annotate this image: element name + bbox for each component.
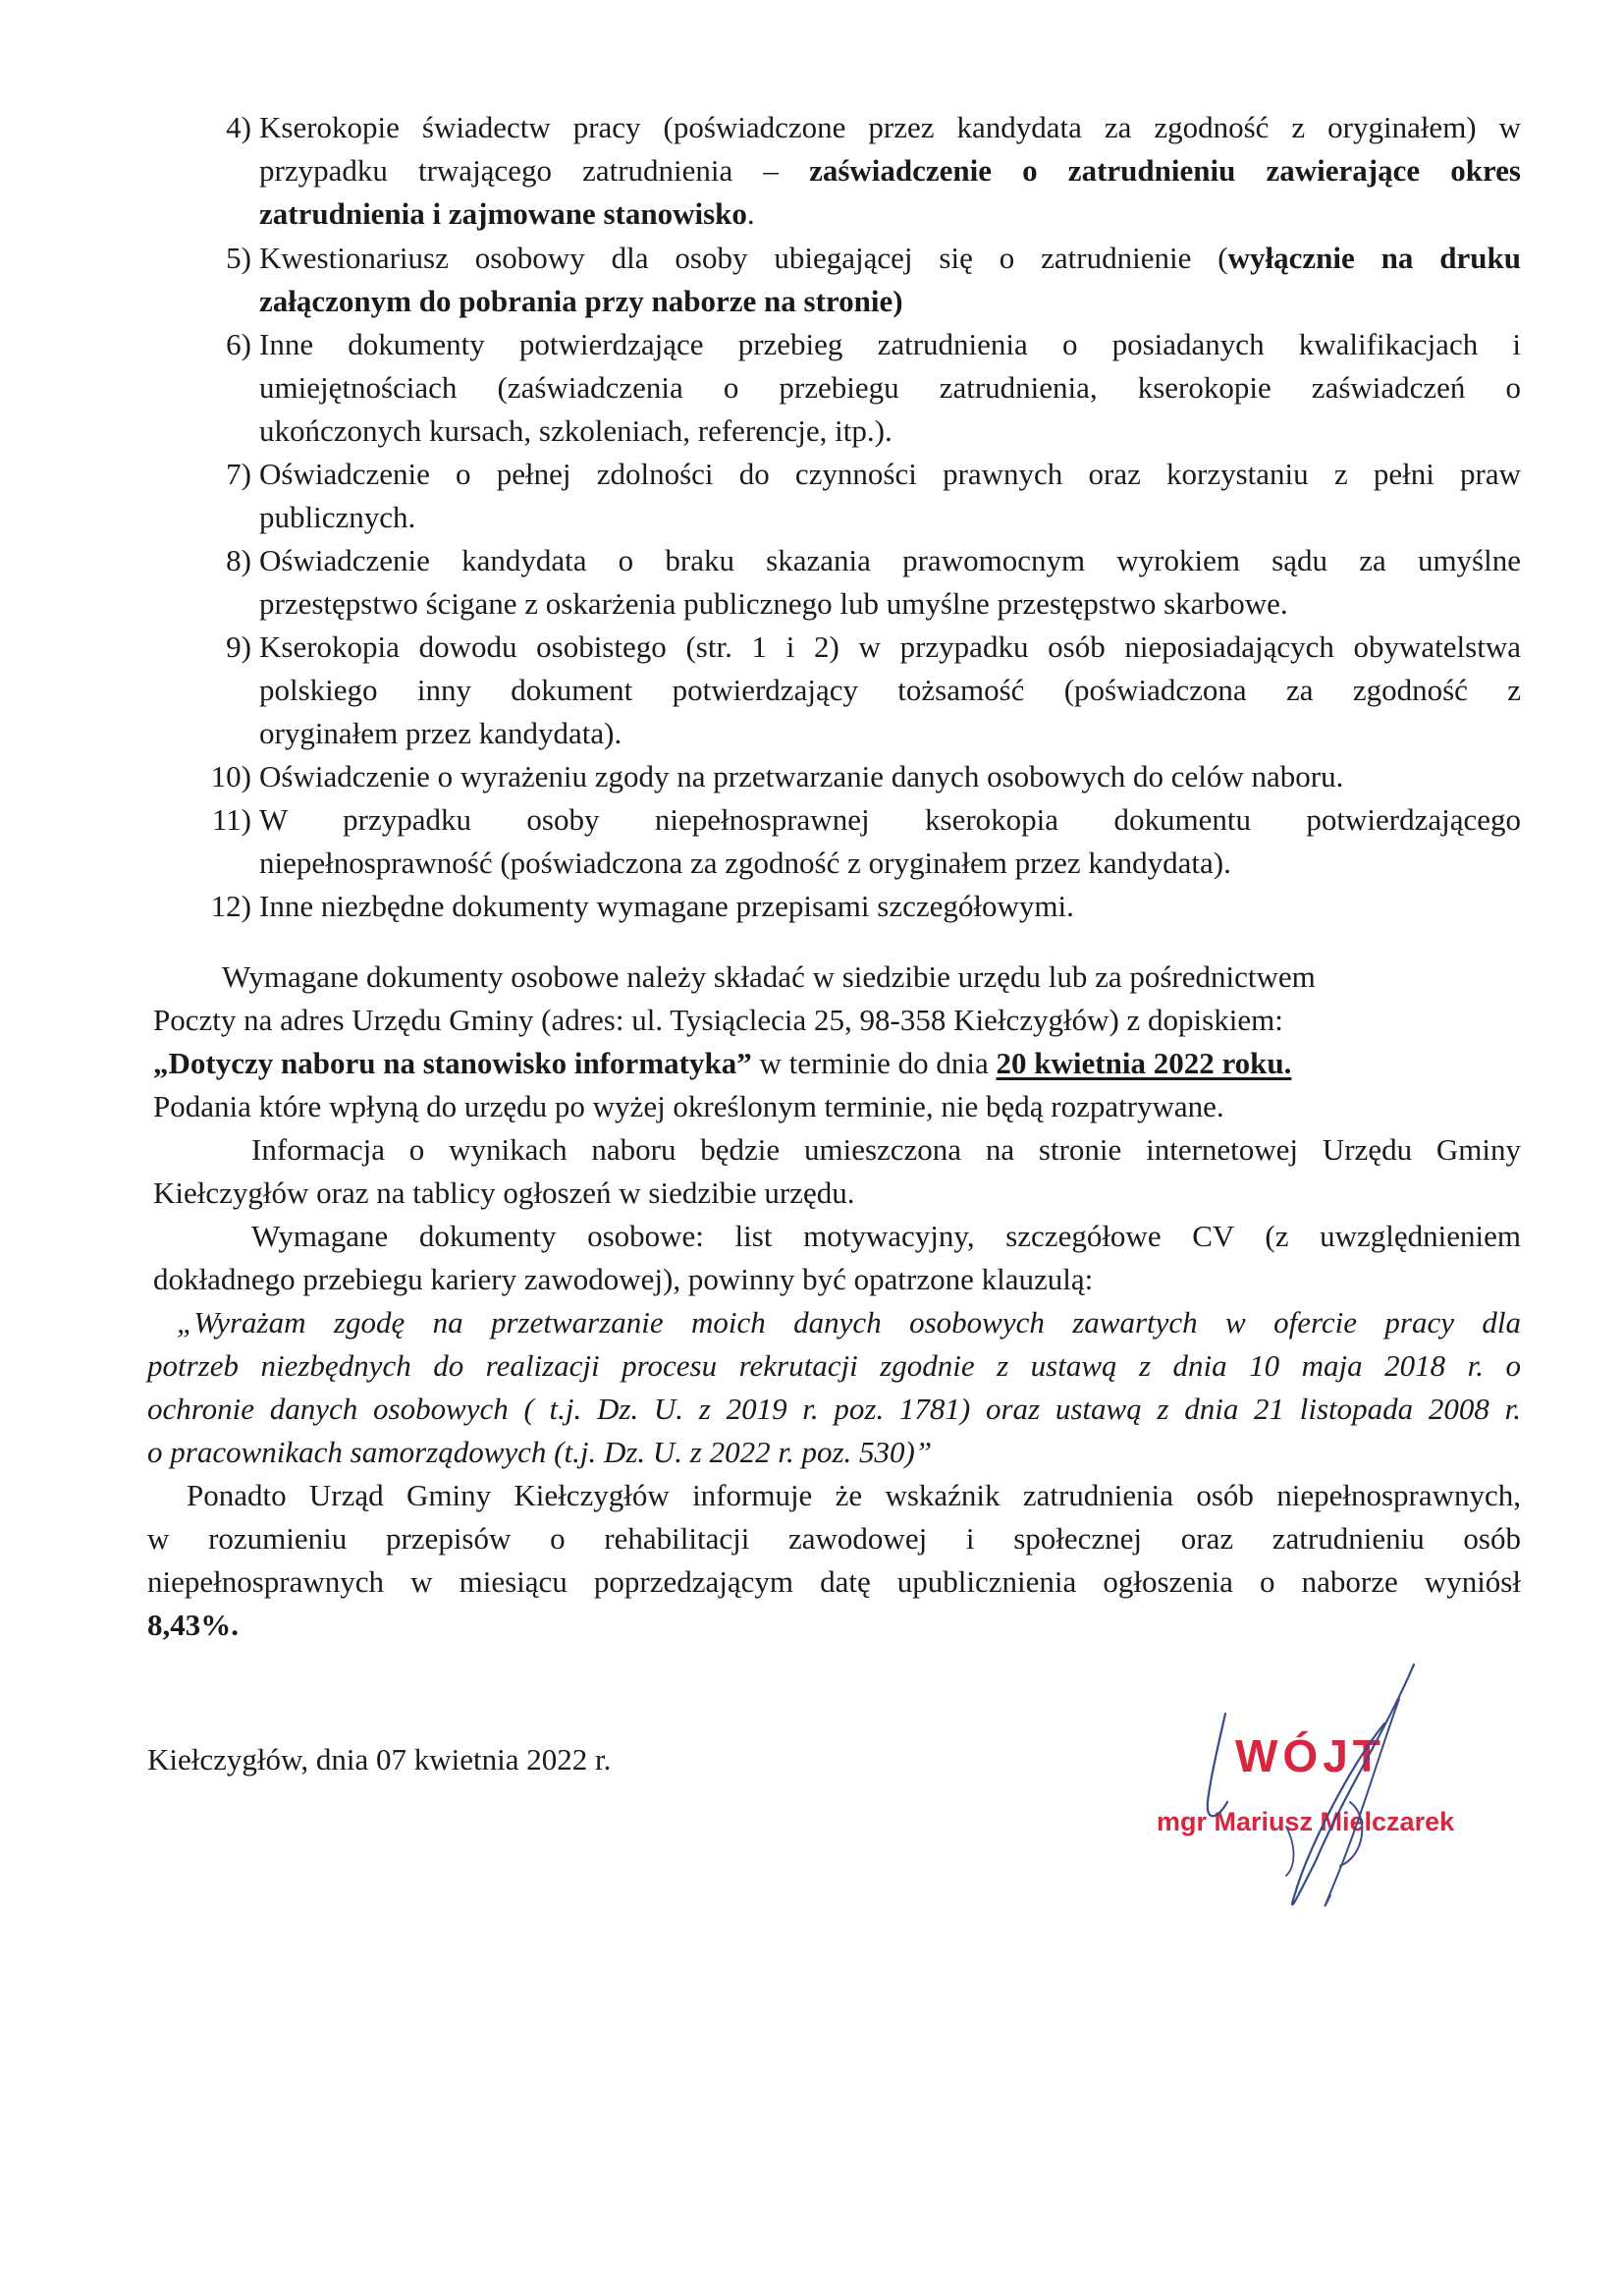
results-paragraph-line-2: Kiełczygłów oraz na tablicy ogłoszeń w siedzibie urzędu. xyxy=(153,1175,855,1210)
list-item-4-line-3: zatrudnienia i zajmowane stanowisko. xyxy=(259,196,755,231)
list-number: 4) xyxy=(226,110,251,144)
list-item-11-line-2: niepełnosprawność (poświadczona za zgodność z oryginałem przez kandydata). xyxy=(259,846,1231,880)
consent-clause-line-2: potrzeb niezbędnych do realizacji procesu rekrutacji zgodnie z ustawą z dnia 10 maja 2018 r. o xyxy=(147,1348,1521,1383)
list-item-12-line-1: Inne niezbędne dokumenty wymagane przepisami szczegółowymi. xyxy=(259,889,1074,923)
list-item-6-line-1: Inne dokumenty potwierdzające przebieg zatrudnienia o posiadanych kwalifikacjach i xyxy=(259,327,1521,361)
documents-paragraph-line-1: Wymagane dokumenty osobowe: list motywacyjny, szczegółowe CV (z uwzględnieniem xyxy=(251,1219,1521,1253)
application-subject: „Dotyczy naboru na stanowisko informatyka” xyxy=(153,1046,752,1080)
submission-paragraph-line-4: Podania które wpłyną do urzędu po wyżej określonym terminie, nie będą rozpatrywane. xyxy=(153,1089,1224,1123)
list-item-11-line-1: W przypadku osoby niepełnosprawnej kserokopia dokumentu potwierdzającego xyxy=(259,802,1521,837)
documents-paragraph-line-2: dokładnego przebiegu kariery zawodowej), powinny być opatrzone klauzulą: xyxy=(153,1262,1094,1296)
list-number: 12) xyxy=(210,889,251,923)
list-number: 6) xyxy=(226,327,251,361)
list-item-5-line-2: załączonym do pobrania przy naborze na stronie) xyxy=(259,284,903,318)
submission-paragraph-line-1: Wymagane dokumenty osobowe należy składać w siedzibie urzędu lub za pośrednictwem xyxy=(222,959,1316,994)
official-stamp xyxy=(1149,1655,1473,1920)
list-item-6-line-2: umiejętnościach (zaświadczenia o przebiegu zatrudnienia, kserokopie zaświadczeń o xyxy=(259,370,1521,405)
consent-clause-line-1: „Wyrażam zgodę na przetwarzanie moich danych osobowych zawartych w ofercie pracy dla xyxy=(177,1305,1521,1339)
list-item-5-line-1: Kwestionariusz osobowy dla osoby ubiegającej się o zatrudnienie (wyłącznie na druku xyxy=(259,241,1521,275)
list-number: 7) xyxy=(226,457,251,491)
employment-rate-paragraph-line-2: w rozumieniu przepisów o rehabilitacji zawodowej i społecznej oraz zatrudnieniu osób xyxy=(147,1521,1521,1556)
list-item-7-line-1: Oświadczenie o pełnej zdolności do czynności prawnych oraz korzystaniu z pełni praw xyxy=(259,457,1521,491)
list-item-9-line-3: oryginałem przez kandydata). xyxy=(259,716,622,750)
deadline-date: 20 kwietnia 2022 roku. xyxy=(996,1046,1292,1080)
consent-clause-line-4: o pracownikach samorządowych (t.j. Dz. U. z 2022 r. poz. 530)” xyxy=(147,1435,933,1469)
submission-paragraph-line-2: Poczty na adres Urzędu Gminy (adres: ul. Tysiąclecia 25, 98-358 Kiełczygłów) z dopiskiem: xyxy=(153,1003,1283,1037)
submission-paragraph-line-3: „Dotyczy naboru na stanowisko informatyka” w terminie do dnia 20 kwietnia 2022 roku. xyxy=(153,1046,1292,1080)
employment-rate-value: 8,43%. xyxy=(147,1608,239,1642)
list-item-6-line-3: ukończonych kursach, szkoleniach, referencje, itp.). xyxy=(259,413,893,448)
list-item-4-line-1: Kserokopie świadectw pracy (poświadczone przez kandydata za zgodność z oryginałem) w xyxy=(259,110,1521,144)
handwritten-signature xyxy=(1149,1655,1473,1920)
results-paragraph-line-1: Informacja o wynikach naboru będzie umieszczona na stronie internetowej Urzędu Gminy xyxy=(251,1132,1521,1167)
list-number: 8) xyxy=(226,543,251,577)
list-item-10-line-1: Oświadczenie o wyrażeniu zgody na przetwarzanie danych osobowych do celów naboru. xyxy=(259,759,1344,793)
list-item-9-line-1: Kserokopia dowodu osobistego (str. 1 i 2) w przypadku osób nieposiadających obywatelstwa xyxy=(259,629,1521,664)
list-item-7-line-2: publicznych. xyxy=(259,500,416,534)
consent-clause-line-3: ochronie danych osobowych ( t.j. Dz. U. z 2019 r. poz. 1781) oraz ustawą z dnia 21 listopada 2008 r. xyxy=(147,1392,1521,1426)
list-item-9-line-2: polskiego inny dokument potwierdzający tożsamość (poświadczona za zgodność z xyxy=(259,673,1521,707)
list-item-4-line-2: przypadku trwającego zatrudnienia – zaświadczenie o zatrudnieniu zawierające okres xyxy=(259,153,1522,188)
list-number: 9) xyxy=(226,629,251,664)
place-and-date: Kiełczygłów, dnia 07 kwietnia 2022 r. xyxy=(147,1742,612,1777)
list-item-8-line-2: przestępstwo ścigane z oskarżenia publicznego lub umyślne przestępstwo skarbowe. xyxy=(259,586,1288,621)
employment-rate-paragraph-line-3: niepełnosprawnych w miesiącu poprzedzającym datę upublicznienia ogłoszenia o naborze wyniósł xyxy=(147,1564,1521,1599)
employment-rate-paragraph-line-1: Ponadto Urząd Gminy Kiełczygłów informuje że wskaźnik zatrudnienia osób niepełnosprawnych, xyxy=(187,1478,1521,1512)
list-number: 11) xyxy=(211,802,251,837)
stamp-name: mgr Mariusz Mielczarek xyxy=(1157,1807,1455,1836)
list-number: 5) xyxy=(226,241,251,275)
list-item-8-line-1: Oświadczenie kandydata o braku skazania prawomocnym wyrokiem sądu za umyślne xyxy=(259,543,1521,577)
list-number: 10) xyxy=(210,759,251,793)
stamp-title: WÓJT xyxy=(1235,1730,1385,1781)
